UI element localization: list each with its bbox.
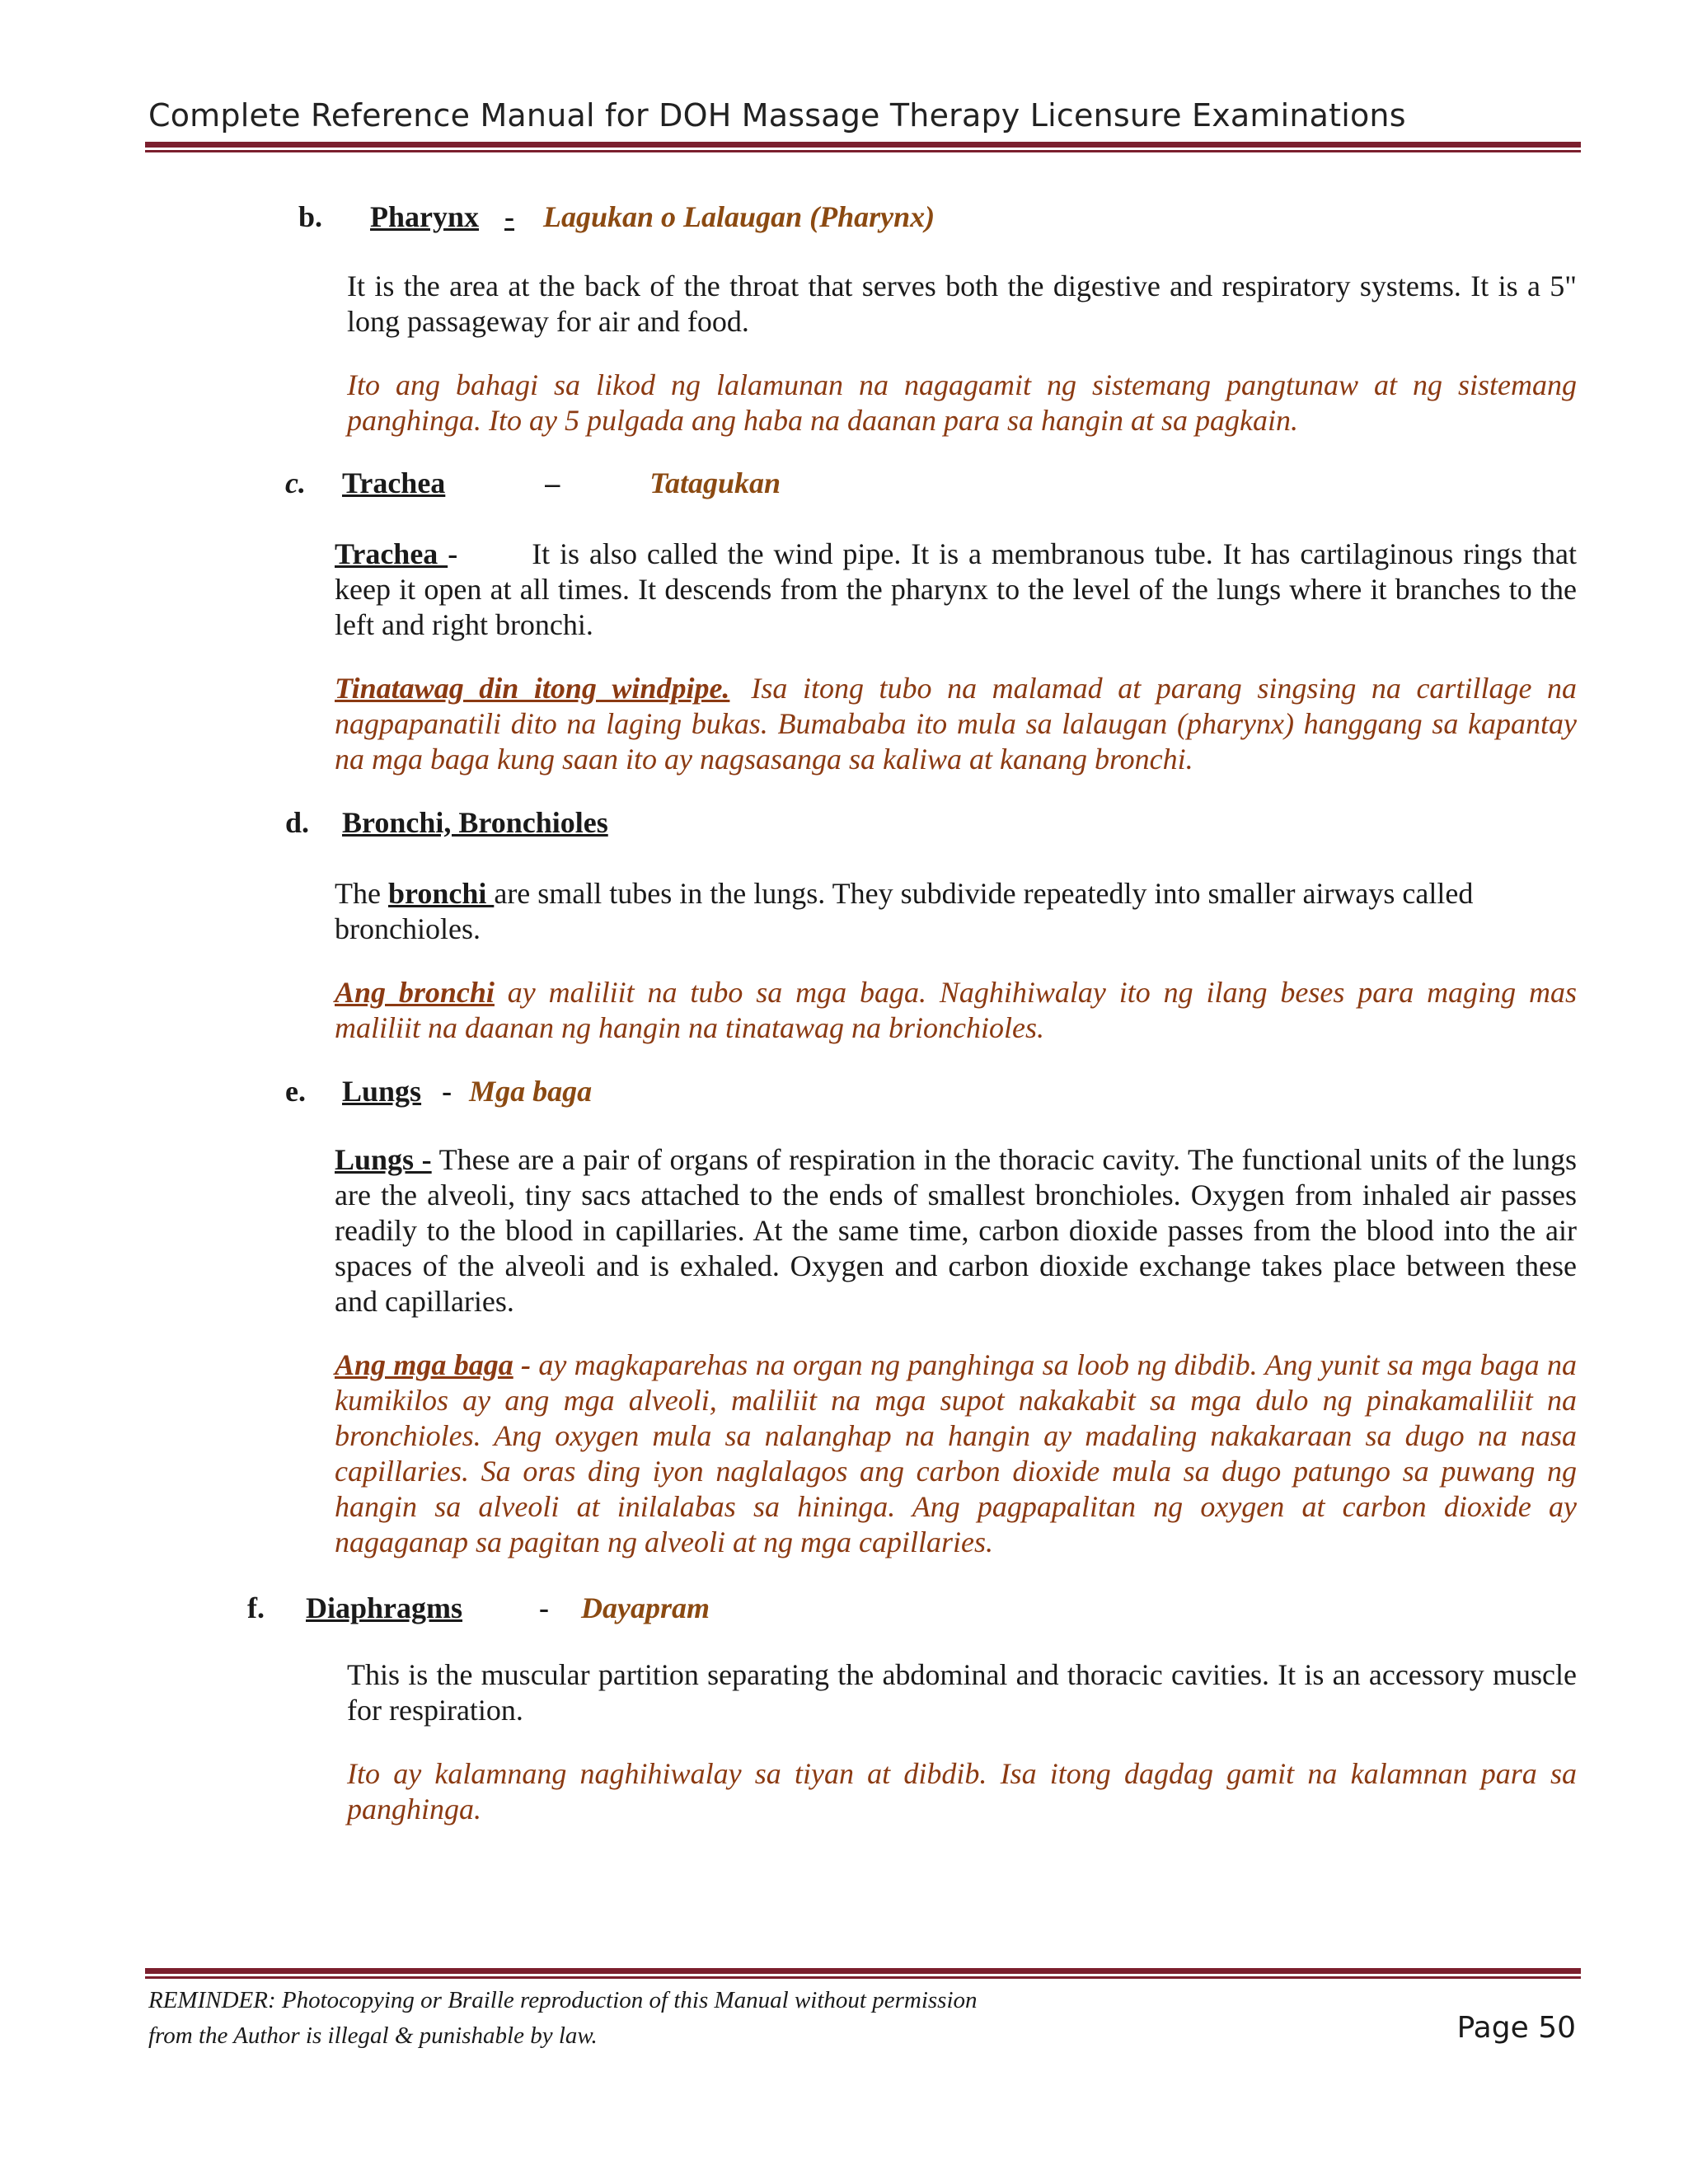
section-b-translation: Lagukan o Lalaugan (Pharynx): [543, 200, 935, 233]
footer-reminder: [148, 1983, 978, 2054]
section-e-heading: [285, 1074, 592, 1108]
section-c-english-dash: -: [448, 537, 458, 570]
section-f-heading: [247, 1591, 710, 1625]
section-c-tagalog-label: Tinatawag din itong windpipe.: [335, 672, 730, 705]
section-f-separator: -: [539, 1591, 550, 1624]
section-f-english: This is the muscular partition separating the abdominal and thoracic cavities. It is an accessory muscle for respiration.: [347, 1658, 1577, 1727]
page-header-title: Complete Reference Manual for DOH Massage Therapy Licensure Examinations: [148, 97, 1406, 134]
section-e-tagalog-text: ay magkaparehas na organ ng panghinga sa loob ng dibdib. Ang yunit sa mga baga na kumikilos ay ang mga alveoli, maliliit na mga supot nakakabit sa mga dulo ng pinakamaliliit na bronchioles. Ang oxygen mula sa nalanghap na hangin ay madaling nakakaraan sa dugo na nasa capillaries. Sa oras ding iyon naglalagos ang carbon dioxide mula sa dugo patungo sa puwang ng hangin sa alveoli at inilalabas sa hininga. Ang pagpapalitan ng oxygen at carbon dioxide ay nagaganap sa pagitan ng alveoli at ng mga capillaries.: [335, 1348, 1577, 1558]
section-e-tagalog-dash: -: [513, 1348, 539, 1381]
section-b-heading: [298, 199, 935, 234]
section-d-term: Bronchi, Bronchioles: [342, 806, 608, 839]
section-e-english-label: Lungs -: [335, 1143, 432, 1176]
section-d-tagalog-text: ay maliliit na tubo sa mga baga. Naghihiwalay ito ng ilang beses para maging mas maliliit na daanan ng hangin na tinatawag na brionchioles.: [335, 976, 1577, 1044]
section-c-english-text: It is also called the wind pipe. It is a membranous tube. It has cartilaginous rings that keep it open at all times. It descends from the pharynx to the level of the lungs where it branches to the left and right bronchi.: [335, 537, 1578, 641]
section-c-separator: –: [545, 466, 560, 499]
section-e-translation: Mga baga: [469, 1075, 593, 1108]
section-d-english: [335, 876, 1505, 947]
section-f-letter: f.: [247, 1591, 265, 1624]
section-f-term: Diaphragms: [306, 1591, 463, 1624]
section-e-english: [335, 1142, 1577, 1319]
section-d-tagalog: [335, 975, 1577, 1046]
footer-reminder-line2: from the Author is illegal & punishable by law.: [148, 2022, 598, 2049]
section-b-tagalog: Ito ang bahagi sa likod ng lalamunan na nagagamit ng sistemang pangtunaw at ng sistemang panghinga. Ito ay 5 pulgada ang haba na daanan para sa hangin at sa pagkain.: [347, 368, 1577, 437]
section-c-letter: c.: [285, 466, 306, 499]
section-e-letter: e.: [285, 1075, 306, 1108]
section-b-term: Pharynx: [370, 200, 480, 233]
section-c-tagalog: [335, 671, 1577, 777]
section-d-english-label: bronchi: [387, 877, 495, 910]
section-c-tagalog-text: Isa itong tubo na malamad at parang singsing na cartillage na nagpapanatili dito na laging bukas. Bumababa ito mula sa lalaugan (pharynx) hanggang sa kapantay na mga baga kung saan ito ay nagsasanga sa kaliwa at kanang bronchi.: [335, 672, 1577, 776]
section-c-english: [335, 537, 1577, 643]
section-c-heading: [285, 466, 781, 500]
section-e-tagalog: [335, 1347, 1577, 1560]
section-f-translation: Dayapram: [581, 1591, 710, 1624]
section-e-english-text: These are a pair of organs of respiration in the thoracic cavity. The functional units of the lungs are the alveoli, tiny sacs attached to the ends of smallest bronchioles. Oxygen from inhaled air passes readily to the blood in capillaries. At the same time, carbon dioxide passes from the blood into the air spaces of the alveoli and is exhaled. Oxygen and carbon dioxide exchange takes place between these and capillaries.: [335, 1143, 1577, 1318]
section-d-letter: d.: [285, 806, 310, 839]
footer-rule: [145, 1968, 1581, 1979]
section-b-letter: b.: [298, 200, 323, 233]
section-c-english-label: Trachea: [335, 537, 448, 570]
header-rule: [145, 142, 1581, 152]
section-e-tagalog-label: Ang mga baga: [335, 1348, 513, 1381]
footer-reminder-line1: REMINDER: Photocopying or Braille reproduction of this Manual without permission: [148, 1987, 978, 2013]
section-e-separator: -: [442, 1075, 452, 1108]
section-b-separator: -: [504, 200, 515, 233]
section-d-heading: [285, 805, 608, 840]
section-b-english: It is the area at the back of the throat that serves both the digestive and respiratory systems. It is a 5" long passageway for air and food.: [347, 269, 1577, 338]
section-c-translation: Tatagukan: [649, 466, 781, 499]
section-e-term: Lungs: [342, 1075, 422, 1108]
section-f-tagalog: Ito ay kalamnang naghihiwalay sa tiyan at dibdib. Isa itong dagdag gamit na kalamnan para sa panghinga.: [347, 1757, 1577, 1825]
section-d-english-text: are small tubes in the lungs. They subdivide repeatedly into smaller airways called bronchioles.: [335, 877, 1474, 945]
section-d-english-pre: The: [335, 877, 388, 910]
section-d-tagalog-label: Ang bronchi: [335, 976, 495, 1009]
page-number: Page 50: [1456, 2011, 1576, 2045]
section-c-term: Trachea: [342, 466, 446, 499]
